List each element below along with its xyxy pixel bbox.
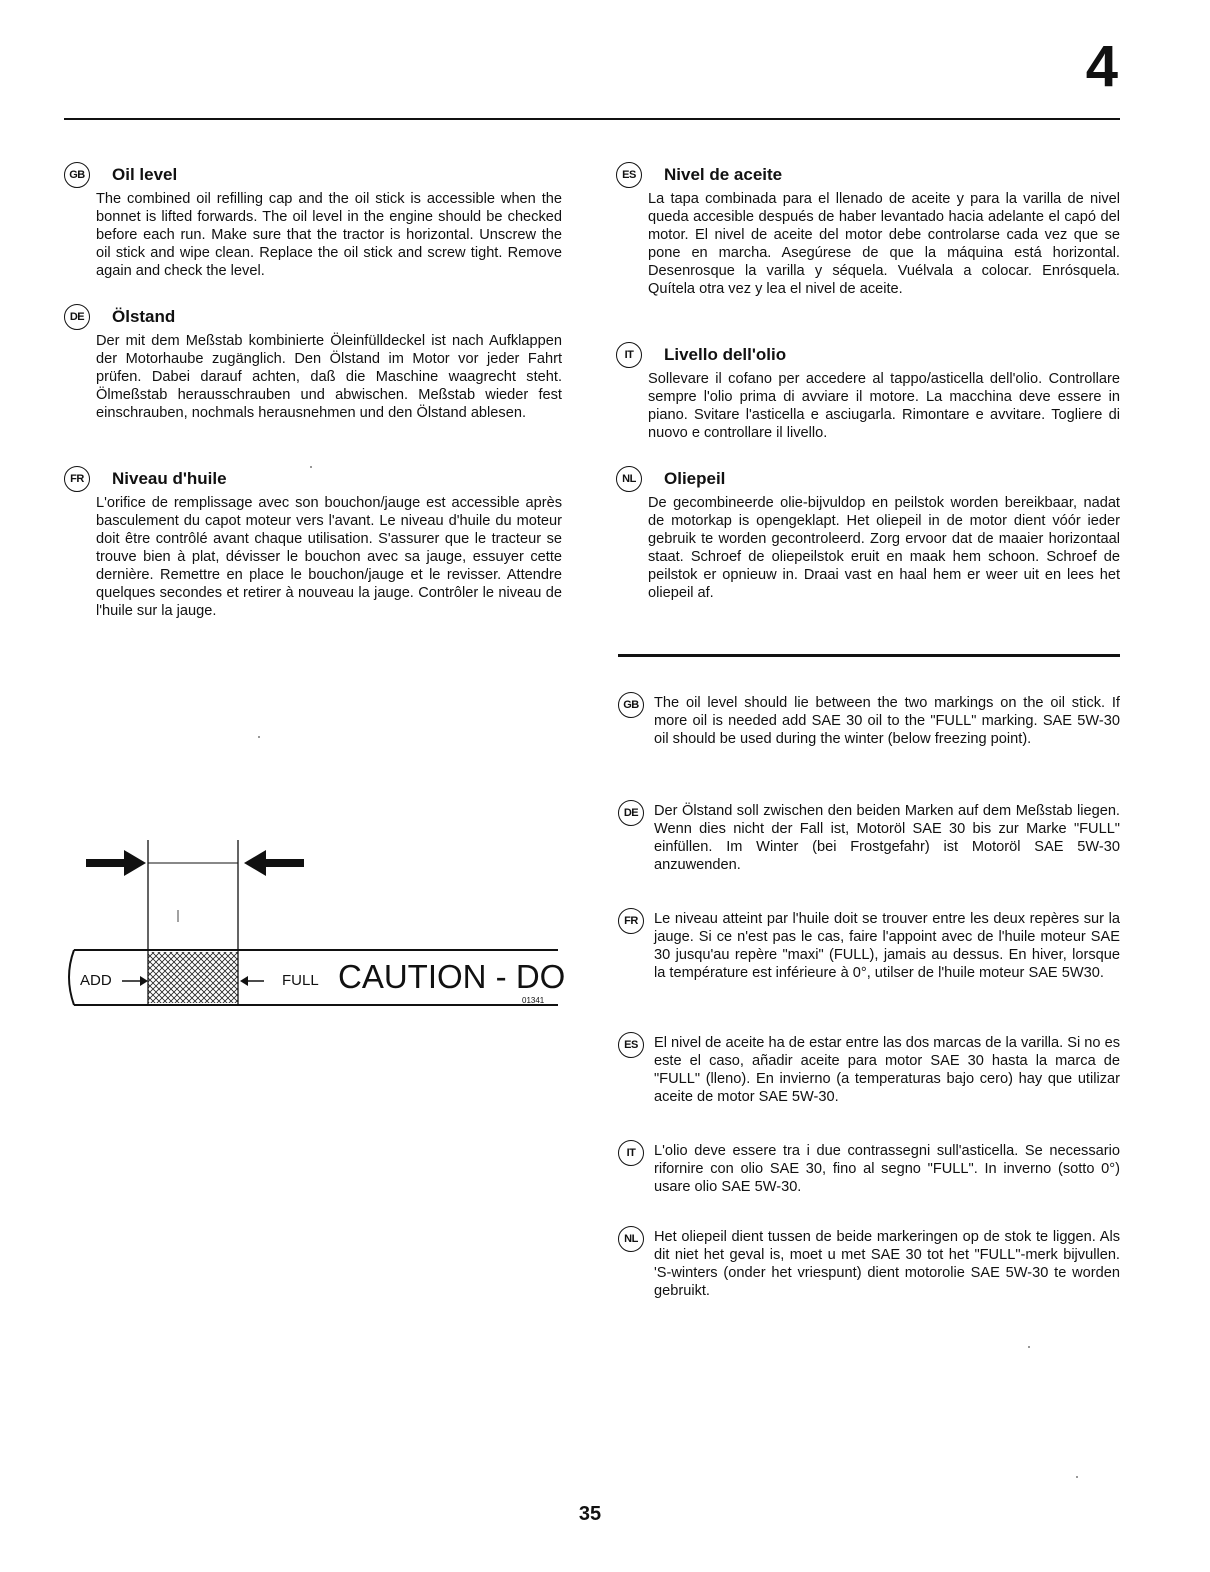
section-header xyxy=(616,464,1120,494)
section-de-oelstand xyxy=(64,302,562,422)
stick-tip xyxy=(69,950,74,1005)
section-title: Livello dell'olio xyxy=(664,345,787,364)
language-badge-nl: NL xyxy=(618,1226,644,1252)
chapter-number: 4 xyxy=(1085,34,1118,99)
language-badge-de: DE xyxy=(618,800,644,826)
scan-speck xyxy=(258,736,260,738)
header-rule xyxy=(64,118,1120,120)
note-text: Le niveau atteint par l'huile doit se trouver entre les deux repères sur la jauge. Si ce n'est pas le cas, faire l'appoint avec de l'huile moteur SAE 30 jusqu'au repère "maxi" (FULL), jamais au dessus. En hiver, lorsque la température est inférieure à 0°, utilser de l'huile moteur SAE 5W30. xyxy=(654,911,1120,981)
section-body: The combined oil refilling cap and the oil stick is accessible when the bonnet is lifted forwards. The oil level in the engine should be checked before each run. Make sure that the tractor is horizontal. Unscrew the oil stick and wipe clean. Replace the oil stick and screw tight. Remove again and check the level. xyxy=(96,191,562,279)
add-arrow-icon xyxy=(122,976,148,986)
section-title: Ölstand xyxy=(112,307,176,326)
section-body: Der mit dem Meßstab kombinierte Öleinfülldeckel ist nach Aufklappen der Motorhaube zugänglich. Den Ölstand im Motor vor jeder Fahrt prüfen. Dabei darauf achten, daß die Maschine waagrecht steht. Ölmeßstab herausschrauben und abwischen. Meßstab wieder fest einschrauben, nochmals herausnehmen und den Ölstand ablesen. xyxy=(96,333,562,421)
add-mark-label: ADD xyxy=(80,972,112,989)
language-badge-es: ES xyxy=(616,162,642,188)
left-pointing-arrow-icon xyxy=(244,850,304,876)
section-body: La tapa combinada para el llenado de aceite y para la varilla de nivel queda accesible después de haber levantado hacia adelante el capó del motor. El nivel de aceite del motor debe controlarse cada vez que se pone en marcha. Asegúrese de que la máquina está horizontal. Desenrosque la varilla y séquela. Vuélvala a colocar. Enrósquela. Quítela otra vez y lea el nivel de aceite. xyxy=(648,191,1120,297)
language-badge-fr: FR xyxy=(618,908,644,934)
section-header xyxy=(64,464,562,494)
section-header xyxy=(64,302,562,332)
scan-speck xyxy=(310,466,312,468)
section-fr-niveau-huile xyxy=(64,464,562,620)
language-badge-de: DE xyxy=(64,304,90,330)
language-badge-es: ES xyxy=(618,1032,644,1058)
level-note-es xyxy=(618,1034,1120,1106)
section-body: Sollevare il cofano per accedere al tappo/asticella dell'olio. Controllare sempre l'olio prima di avviare il motore. La macchina deve essere in piano. Svitare l'asticella e asciugarla. Rimontare e avvitare. Togliere di nuovo e controllare il livello. xyxy=(648,371,1120,441)
right-pointing-arrow-icon xyxy=(86,850,146,876)
level-note-fr xyxy=(618,910,1120,982)
page-number: 35 xyxy=(578,1503,602,1525)
language-badge-it: IT xyxy=(616,342,642,368)
level-note-de xyxy=(618,802,1120,874)
level-note-nl xyxy=(618,1228,1120,1300)
scan-speck xyxy=(1076,1476,1078,1478)
note-text: The oil level should lie between the two markings on the oil stick. If more oil is needed add SAE 30 oil to the "FULL" marking. SAE 5W-30 oil should be used during the winter (below freezing point). xyxy=(654,695,1120,747)
hatched-range-area xyxy=(148,952,238,1003)
section-header xyxy=(616,340,1120,370)
language-badge-gb: GB xyxy=(618,692,644,718)
caution-label: CAUTION - DO xyxy=(338,958,566,995)
section-it-livello-olio xyxy=(616,340,1120,442)
full-arrow-icon xyxy=(240,976,264,986)
language-badge-fr: FR xyxy=(64,466,90,492)
section-divider xyxy=(618,654,1120,657)
note-text: El nivel de aceite ha de estar entre las dos marcas de la varilla. Si no es este el caso, añadir aceite para motor SAE 30 hasta la marca de "FULL" (lleno). En invierno (a temperaturas bajo cero) hay que utilizar aceite de motor SAE 5W-30. xyxy=(654,1035,1120,1105)
full-mark-label: FULL xyxy=(282,972,319,989)
note-text: L'olio deve essere tra i due contrassegni sull'asticella. Se necessario rifornire con olio SAE 30, fino al segno "FULL". In inverno (sotto 0°) usare olio SAE 5W-30. xyxy=(654,1143,1120,1195)
note-text: Der Ölstand soll zwischen den beiden Marken auf dem Meßstab liegen. Wenn dies nicht der Fall ist, Motoröl SAE 30 bis zur Marke "FULL" einfüllen. Im Winter (bei Frostgefahr) ist Motoröl SAE 5W-30 anzuwenden. xyxy=(654,803,1120,873)
dipstick-figure xyxy=(60,830,580,1020)
scan-speck xyxy=(1028,1346,1030,1348)
language-badge-gb: GB xyxy=(64,162,90,188)
section-header xyxy=(616,160,1120,190)
section-header xyxy=(64,160,562,190)
section-gb-oil-level xyxy=(64,160,562,280)
note-text: Het oliepeil dient tussen de beide markeringen op de stok te liggen. Als dit niet het geval is, moet u met SAE 30 tot het "FULL"-merk bijvullen. 'S-winters (onder het vriespunt) dient motorolie SAE 5W-30 te worden gebruikt. xyxy=(654,1229,1120,1299)
section-title: Oil level xyxy=(112,165,178,184)
section-body: De gecombineerde olie-bijvuldop en peilstok worden bereikbaar, nadat de motorkap is opengeklapt. Het oliepeil in de motor dient vóór ieder gebruik te worden gecontroleerd. Zorg ervoor dat de maaier horizontaal staat. Schroef de oliepeilstok eruit en maak hem schoon. Schroef de peilstok er opnieuw in. Draai vast en haal hem er weer uit en lees het oliepeil af. xyxy=(648,495,1120,601)
language-badge-nl: NL xyxy=(616,466,642,492)
figure-code: 01341 xyxy=(522,996,545,1005)
level-note-it xyxy=(618,1142,1120,1196)
section-es-nivel-aceite xyxy=(616,160,1120,298)
level-note-gb xyxy=(618,694,1120,748)
section-body: L'orifice de remplissage avec son bouchon/jauge est accessible après basculement du capot moteur vers l'avant. Le niveau d'huile du moteur doit être contrôlé avant chaque utilisation. S'assurer que le tracteur se trouve bien à plat, dévisser le bouchon avec sa jauge, essuyer cette dernière. Remettre en place le bouchon/jauge et le revisser. Attendre quelques secondes et retirer à nouveau la jauge. Contrôler le niveau de l'huile sur la jauge. xyxy=(96,495,562,619)
section-nl-oliepeil xyxy=(616,464,1120,602)
section-title: Niveau d'huile xyxy=(112,469,227,488)
section-title: Oliepeil xyxy=(664,469,726,488)
language-badge-it: IT xyxy=(618,1140,644,1166)
section-title: Nivel de aceite xyxy=(664,165,783,184)
